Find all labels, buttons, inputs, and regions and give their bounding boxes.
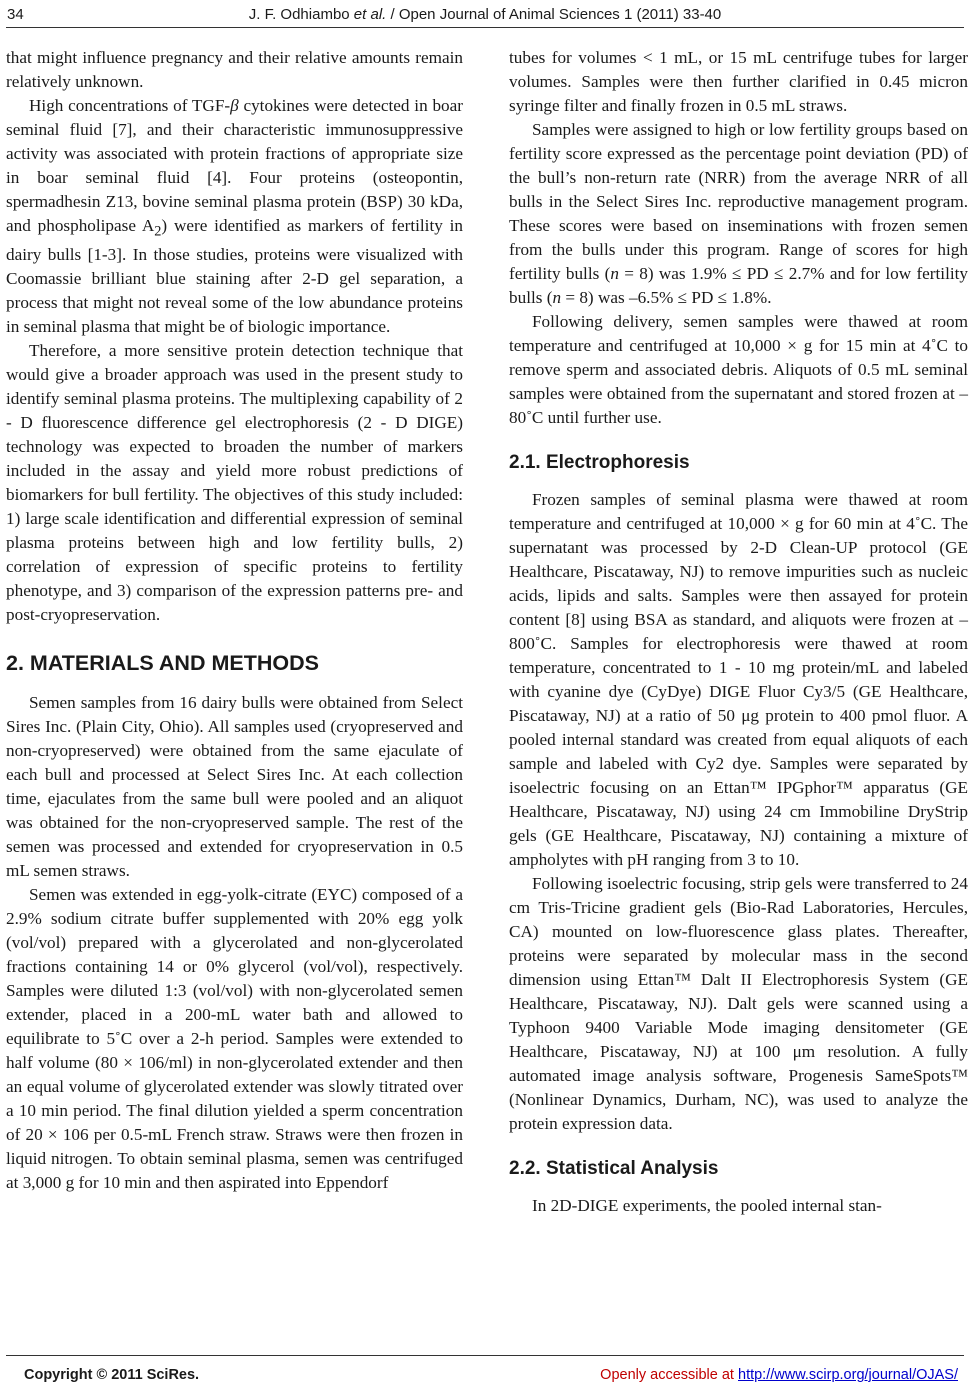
paragraph-isoelectric-focusing: Following isoelectric focusing, strip gels were transferred to 24 cm Tris-Tricine gradient gels (Bio-Rad Laboratories, Hercules, CA) mounted on low-fluorescence glass plates. Thereafter, proteins were separated by molecular mass in the second dimension using Ettan™ Dalt II Electrophoresis System (GE Healthcare, Piscataway, NJ). Dalt gels were scanned using a Typhoon 9400 Variable Mode imaging densitometer (GE Healthcare, Piscataway, NJ) at 100 μm resolution. A fully automated image analysis software, Progenesis SameSpots™ (Nonlinear Dynamics, Durham, NC), was used to analyze the protein expression data. xyxy=(509,874,968,1133)
text-run: cytokines were detected in boar seminal fluid [7], and their characteristic immunosuppressive activity was associated with protein fractions of appropriate size in boar seminal fluid [4]. Four proteins (osteopontin, spermadhesin Z13, bovine seminal plasma protein (BSP) 30 kDa, and phospholipase A xyxy=(6,96,463,235)
running-head xyxy=(0,6,970,23)
paragraph-delivery: Following delivery, semen samples were thawed at room temperature and centrifuged at 10,000 × g for 15 min at 4˚C to remove sperm and associated debris. Aliquots of 0.5 mL seminal samples were obtained from the supernatant and stored frozen at –80˚C until further use. xyxy=(509,312,968,427)
header-divider xyxy=(6,27,964,28)
page-footer xyxy=(0,1355,970,1389)
text-run: Samples were assigned to high or low fertility groups based on fertility score expressed as the percentage point deviation (PD) of the bull’s non-return rate (NRR) from the average NRR of all bulls in the Select Sires Inc. reproductive management program. These scores were based on inseminations with frozen semen from the bulls under this program. Range of scores for high fertility bulls ( xyxy=(509,120,968,283)
running-head-et-al: et al. xyxy=(353,6,387,23)
open-access-notice xyxy=(600,1367,958,1383)
paragraph-semen-extension: Semen was extended in egg-yolk-citrate (EYC) composed of a 2.9% sodium citrate buffer supplemented with 20% egg yolk (vol/vol) prepared with a glycerolated and non-glycerolated fractions containing 14 or 0% glycerol (vol/vol), respectively. Samples were diluted 1:3 (vol/vol) with non-glycerolated semen extender, placed in a 200-mL water bath and allowed to equilibrate to 5˚C over a 2-h period. Samples were extended to half volume (80 × 106/ml) in non-glycerolated extender and then an equal volume of glycerolated extender was slowly titrated over a 10 min period. The final dilution yielded a sperm concentration of 20 × 106 per 0.5-mL French straw. Straws were then frozen in liquid nitrogen. To obtain seminal plasma, semen was centrifuged at 3,000 g for 10 min and then aspirated into Eppendorf xyxy=(6,885,463,1193)
subscript-2: 2 xyxy=(154,223,162,240)
right-column xyxy=(509,46,968,1218)
paragraph-semen-samples: Semen samples from 16 dairy bulls were obtained from Select Sires Inc. (Plain City, Ohio). All samples used (cryopreserved and non-cryopreserved) were obtained from the same ejaculate of each bull and processed at Select Sires Inc. At each collection time, ejaculates from the same bull were pooled and an aliquot was obtained for the non-cryopreserved sample. The rest of the semen was processed and extended for cryopreservation in 0.5 mL semen straws. xyxy=(6,693,463,881)
paragraph-continuation: tubes for volumes < 1 mL, or 15 mL centrifuge tubes for larger volumes. Samples were then further clarified in 0.45 micron syringe filter and finally frozen in 0.5 mL straws. xyxy=(509,48,968,115)
journal-link[interactable]: http://www.scirp.org/journal/OJAS/ xyxy=(738,1367,958,1383)
subsection-heading-statistical-analysis: 2.2. Statistical Analysis xyxy=(509,1158,719,1179)
left-column xyxy=(6,46,463,1195)
open-access-label: Openly accessible at xyxy=(600,1367,738,1383)
section-heading-materials-methods: 2. MATERIALS AND METHODS xyxy=(6,651,319,676)
text-run: ) were identified as markers of fertility in dairy bulls [1-3]. In those studies, proteins were visualized with Coomassie brilliant blue staining after 2-D gel separation, a process that might not reveal some of the low abundance proteins in seminal plasma that might be of biologic importance. xyxy=(6,216,463,337)
running-head-authors: J. F. Odhiambo xyxy=(248,6,354,23)
page-number: 34 xyxy=(7,6,24,23)
footer-divider xyxy=(6,1355,964,1356)
text-run: High concentrations of TGF- xyxy=(29,96,231,115)
page-header xyxy=(0,0,970,30)
running-head-journal: / Open Journal of Animal Sciences 1 (2011) 33-40 xyxy=(386,6,722,23)
n-variable: n xyxy=(552,288,562,307)
paragraph-tgf-beta xyxy=(6,94,463,339)
paragraph-continuation: that might influence pregnancy and their relative amounts remain relatively unknown. xyxy=(6,48,463,91)
subsection-heading-electrophoresis: 2.1. Electrophoresis xyxy=(509,452,690,473)
n-variable: n xyxy=(610,264,619,283)
beta-symbol: β xyxy=(230,96,239,115)
paragraph-objectives: Therefore, a more sensitive protein detection technique that would give a broader approach was used in the present study to identify seminal plasma proteins. The multiplexing capability of 2 - D fluorescence difference gel electrophoresis (2 - D DIGE) technology was expected to broaden the number of markers included in the assay and yield more robust predictions of biomarkers for bull fertility. The objectives of this study included: 1) large scale identification and differential expression of seminal plasma proteins between high and low fertility bulls, 2) correlation of expression of specific proteins to fertility phenotype, and 3) comparison of the expression patterns pre- and post-cryopreservation. xyxy=(6,341,463,625)
copyright-notice: Copyright © 2011 SciRes. xyxy=(24,1367,200,1383)
paragraph-frozen-samples: Frozen samples of seminal plasma were thawed at room temperature and centrifuged at 10,000 × g for 60 min at 4˚C. The supernatant was processed by 2-D Clean-UP protocol (GE Healthcare, Piscataway, NJ) to remove impurities such as nucleic acids, lipids and salts. Samples were then assayed for protein content [8] using BSA as standard, and aliquots were frozen at –800˚C. Samples for electrophoresis were thawed at room temperature, concentrated to 1 - 10 mg protein/mL and labeled with cyanine dye (CyDye) DIGE Fluor Cy3/5 (GE Healthcare, Piscataway, NJ) at a ratio of 50 μg protein to 400 pmol fluor. A pooled internal standard was created from equal aliquots of each sample and labeled with Cy2 dye. Samples were separated by isoelectric focusing on an Ettan™ IPGphor™ apparatus (GE Healthcare, Piscataway, NJ) using 24 cm Immobiline DryStrip gels (GE Healthcare, Piscataway, NJ) containing a mixture of ampholytes with pH ranging from 3 to 10. xyxy=(509,490,968,869)
paragraph-2d-dige: In 2D-DIGE experiments, the pooled internal stan- xyxy=(532,1196,882,1215)
paragraph-fertility-groups xyxy=(509,118,968,310)
text-run: = 8) was 1.9% ≤ PD ≤ 2.7% and for low fertility bulls ( xyxy=(509,264,968,307)
text-run: = 8) was –6.5% ≤ PD ≤ 1.8%. xyxy=(561,288,772,307)
